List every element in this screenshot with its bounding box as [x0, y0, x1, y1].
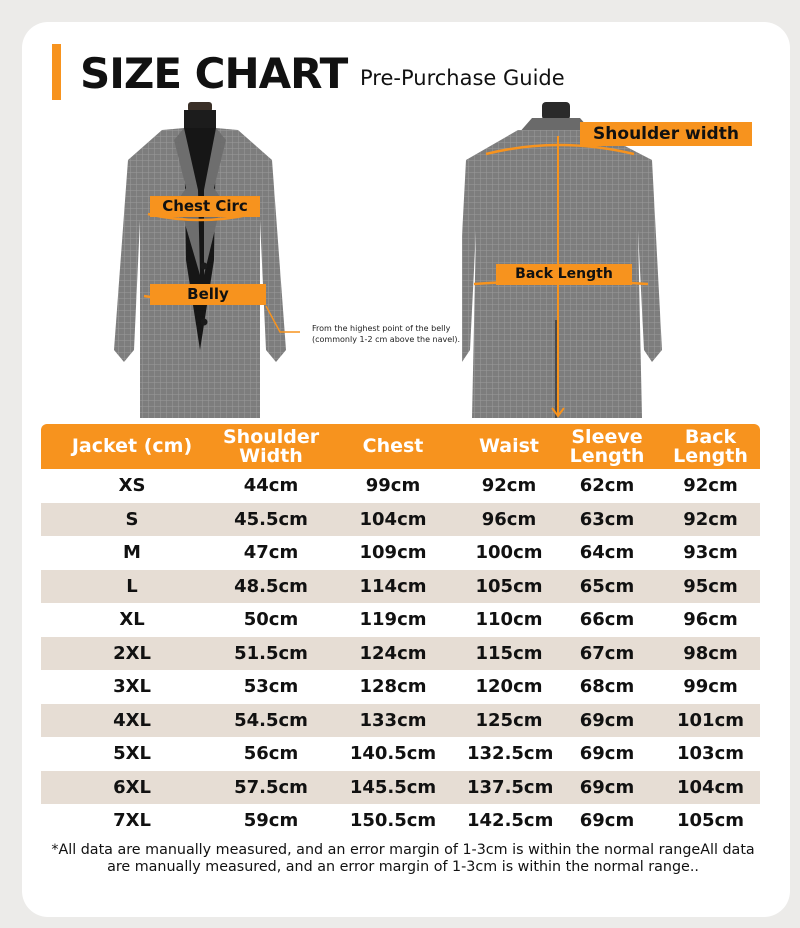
table-row — [41, 704, 760, 738]
table-cell: 68cm — [579, 676, 635, 698]
page-title: SIZE CHART — [80, 49, 348, 98]
table-cell: 51.5cm — [234, 642, 308, 664]
table-cell: 69cm — [579, 776, 635, 798]
table-cell: 48.5cm — [234, 575, 308, 597]
table-row — [41, 737, 760, 771]
table-cell: 69cm — [579, 743, 635, 765]
table-cell: 50cm — [243, 609, 299, 631]
table-cell: 103cm — [677, 743, 744, 765]
table-cell: 125cm — [475, 709, 543, 731]
table-cell: 69cm — [579, 709, 635, 731]
page-subtitle: Pre-Purchase Guide — [360, 66, 565, 90]
table-cell: 95cm — [683, 575, 738, 597]
table-cell: 92cm — [683, 508, 738, 530]
table-cell: 2XL — [113, 642, 151, 664]
back-length-label: Back Length — [496, 264, 632, 285]
table-cell: 66cm — [579, 609, 635, 631]
table-cell: 128cm — [359, 676, 427, 698]
header-chest: Chest — [362, 435, 424, 457]
table-row — [41, 570, 760, 604]
table-cell: 53cm — [243, 676, 299, 698]
table-cell: 119cm — [359, 609, 427, 631]
header-shoulder-width: Shoulder Width — [223, 425, 320, 467]
table-header — [41, 424, 760, 469]
table-cell: 96cm — [481, 508, 537, 530]
shoulder-width-label: Shoulder width — [580, 122, 752, 146]
table-cell: 92cm — [683, 475, 738, 497]
header-waist: Waist — [478, 435, 539, 457]
table-cell: 98cm — [683, 642, 738, 664]
table-cell: 115cm — [475, 642, 543, 664]
table-cell: 145.5cm — [349, 776, 437, 798]
table-cell: 67cm — [579, 642, 635, 664]
belly-label: Belly — [150, 284, 266, 305]
table-cell: 69cm — [579, 810, 635, 832]
header-jacket: Jacket (cm) — [71, 435, 193, 457]
table-cell: 124cm — [359, 642, 427, 664]
table-cell: 109cm — [359, 542, 427, 564]
table-cell: 59cm — [243, 810, 299, 832]
header-sleeve-length: Sleeve Length — [569, 425, 645, 467]
table-row — [41, 637, 760, 671]
table-row — [41, 469, 760, 503]
table-cell: 132.5cm — [467, 743, 554, 765]
table-row — [41, 536, 760, 570]
table-cell: 45.5cm — [234, 508, 308, 530]
table-cell: 64cm — [579, 542, 635, 564]
table-cell: S — [125, 508, 139, 530]
table-cell: 104cm — [359, 508, 427, 530]
table-cell: 47cm — [243, 542, 299, 564]
table-cell: 65cm — [579, 575, 635, 597]
table-cell: 3XL — [113, 676, 151, 698]
table-cell: 101cm — [677, 709, 744, 731]
table-cell: M — [123, 542, 141, 564]
table-cell: 63cm — [579, 508, 635, 530]
header-back-length: Back Length — [673, 425, 748, 467]
table-cell: XS — [118, 475, 146, 497]
table-cell: 133cm — [359, 709, 427, 731]
table-cell: 92cm — [481, 475, 537, 497]
belly-note: From the highest point of the belly (commonly 1-2 cm above the navel). — [312, 324, 461, 344]
table-cell: 114cm — [359, 575, 427, 597]
title-accent-bar — [52, 44, 61, 100]
table-row — [41, 503, 760, 537]
table-cell: 7XL — [113, 810, 151, 832]
table-cell: 140.5cm — [349, 743, 437, 765]
table-cell: 57.5cm — [234, 776, 308, 798]
coat-back-image — [462, 100, 682, 420]
table-row — [41, 670, 760, 704]
table-row — [41, 804, 760, 838]
table-cell: 62cm — [579, 475, 635, 497]
table-cell: 142.5cm — [467, 810, 554, 832]
table-row — [41, 603, 760, 637]
size-table — [41, 424, 760, 838]
table-cell: 110cm — [475, 609, 543, 631]
table-cell: 104cm — [677, 776, 744, 798]
table-cell: 96cm — [683, 609, 738, 631]
table-cell: L — [126, 575, 138, 597]
coat-front-image — [100, 100, 300, 420]
chest-label: Chest Circ — [150, 196, 260, 217]
table-cell: 44cm — [243, 475, 299, 497]
table-cell: 150.5cm — [349, 810, 437, 832]
footnote: *All data are manually measured, and an error margin of 1-3cm is within the normal rangeAll data are manually measured, and an error margin of 1-3cm is within the normal range.. — [51, 842, 755, 875]
table-cell: 4XL — [113, 709, 151, 731]
table-row — [41, 771, 760, 805]
table-cell: 54.5cm — [234, 709, 308, 731]
table-cell: 137.5cm — [467, 776, 554, 798]
table-cell: XL — [119, 609, 145, 631]
table-cell: 6XL — [113, 776, 151, 798]
table-cell: 99cm — [683, 676, 738, 698]
table-cell: 5XL — [113, 743, 151, 765]
table-cell: 99cm — [365, 475, 421, 497]
table-cell: 120cm — [475, 676, 543, 698]
table-cell: 100cm — [475, 542, 543, 564]
table-cell: 105cm — [677, 810, 744, 832]
table-cell: 56cm — [243, 743, 299, 765]
table-cell: 105cm — [475, 575, 543, 597]
table-cell: 93cm — [683, 542, 738, 564]
